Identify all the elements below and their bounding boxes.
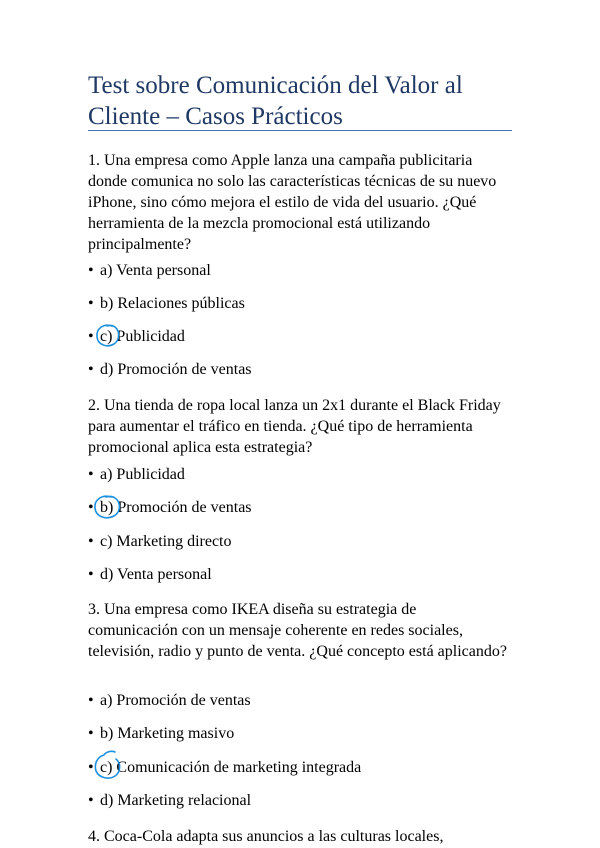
bullet: • [88, 533, 94, 550]
question-2-option-a[interactable] [88, 464, 185, 485]
bullet: • [88, 499, 94, 516]
option-label: a) Venta personal [100, 262, 211, 279]
question-3-option-b[interactable] [88, 723, 234, 744]
option-label: b) Marketing masivo [100, 725, 235, 742]
option-label: c) Comunicación de marketing integrada [100, 759, 362, 776]
bullet: • [88, 566, 94, 583]
question-2-option-d[interactable] [88, 564, 212, 585]
option-label: b) Relaciones públicas [100, 295, 245, 312]
question-2-text: 2. Una tienda de ropa local lanza un 2x1 durante el Black Friday para aumentar el tráfico en tienda. ¿Qué tipo de herramienta promocional aplica esta estrategia? [88, 397, 501, 456]
question-4-text: 4. Coca-Cola adapta sus anuncios a las culturas locales, [88, 828, 444, 845]
question-3-option-a[interactable] [88, 690, 251, 711]
bullet: • [88, 725, 94, 742]
page-title: Test sobre Comunicación del Valor al Cliente – Casos Prácticos [88, 72, 463, 130]
bullet: • [88, 295, 94, 312]
option-label: c) Publicidad [100, 328, 185, 345]
bullet: • [88, 466, 94, 483]
question-3-option-d[interactable] [88, 790, 251, 811]
option-label: b) Promoción de ventas [100, 499, 252, 516]
question-3-option-c[interactable] [88, 757, 361, 778]
option-label: c) Marketing directo [100, 533, 232, 550]
option-label: d) Promoción de ventas [100, 361, 252, 378]
question-1-option-d[interactable] [88, 359, 252, 380]
question-1-option-b[interactable] [88, 293, 245, 314]
question-2-option-c[interactable] [88, 531, 232, 552]
option-label: d) Venta personal [100, 566, 212, 583]
bullet: • [88, 692, 94, 709]
bullet: • [88, 262, 94, 279]
question-1-text: 1. Una empresa como Apple lanza una campaña publicitaria donde comunica no solo las características técnicas de su nuevo iPhone, sino cómo mejora el estilo de vida del usuario. ¿Qué herramienta de la mezcla promocional está utilizando principalmente? [88, 152, 497, 253]
option-label: a) Publicidad [100, 466, 185, 483]
option-label: a) Promoción de ventas [100, 692, 251, 709]
title-underline [88, 130, 512, 131]
bullet: • [88, 792, 94, 809]
answer-circle-q1 [93, 322, 125, 350]
question-3-text: 3. Una empresa como IKEA diseña su estrategia de comunicación con un mensaje coherente en redes sociales, televisión, radio y punto de venta. ¿Qué concepto está aplicando? [88, 601, 507, 660]
question-1-option-a[interactable] [88, 260, 211, 281]
answer-circle-q2 [91, 492, 125, 522]
answer-circle-q3 [90, 748, 126, 782]
bullet: • [88, 328, 94, 345]
option-label: d) Marketing relacional [100, 792, 252, 809]
bullet: • [88, 759, 94, 776]
bullet: • [88, 361, 94, 378]
